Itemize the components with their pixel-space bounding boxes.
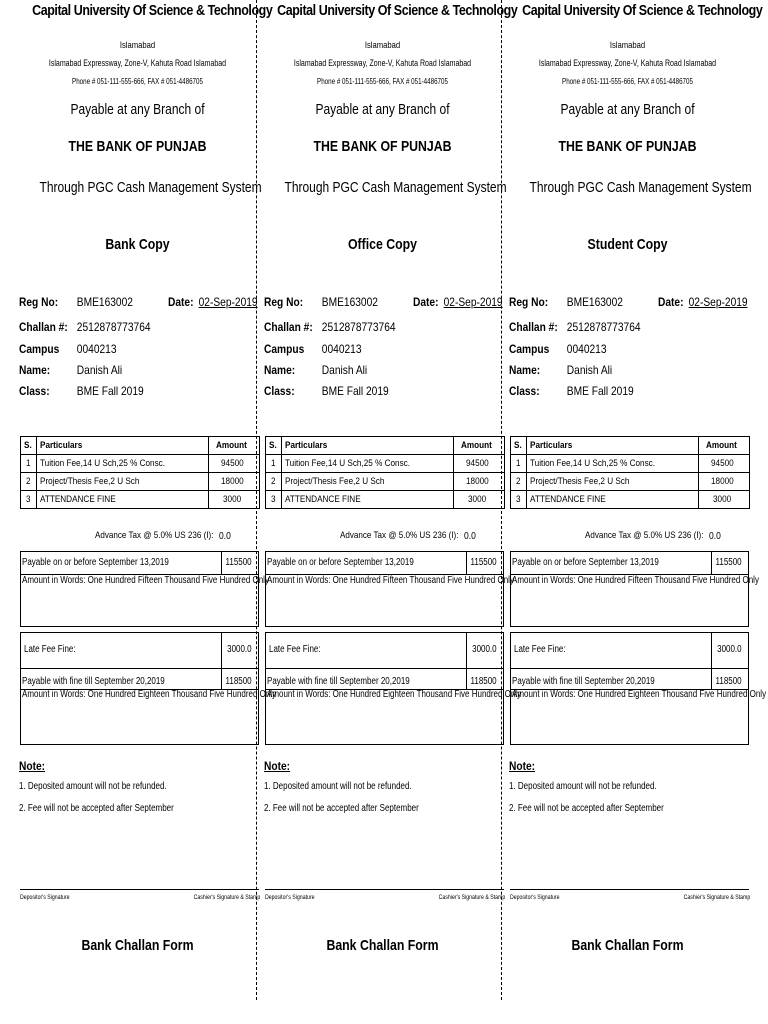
particulars-header: Particulars bbox=[526, 437, 698, 455]
payable-before-value: 115500 bbox=[225, 557, 252, 568]
payable-divider bbox=[711, 552, 712, 574]
challan-label: Challan #: bbox=[264, 320, 313, 334]
amount-words-1: Amount in Words: One Hundred Fifteen Thousand Five Hundred Only bbox=[512, 575, 759, 586]
payable-fine-label: Payable with fine till September 20,2019 bbox=[267, 676, 410, 687]
particular-cell: Project/Thesis Fee,2 U Sch bbox=[281, 473, 453, 491]
amount-cell: 18000 bbox=[699, 473, 750, 491]
name-row bbox=[509, 363, 612, 377]
advance-tax-value: 0.0 bbox=[464, 531, 476, 542]
table-row bbox=[21, 455, 260, 473]
depositor-signature-label: Depositor's Signature bbox=[20, 894, 70, 901]
payable-divider bbox=[466, 552, 467, 574]
particular-cell: Project/Thesis Fee,2 U Sch bbox=[36, 473, 208, 491]
payable-before-label: Payable on or before September 13,2019 bbox=[512, 557, 659, 568]
late-fee-value: 3000.0 bbox=[472, 644, 497, 655]
cash-system: Through PGC Cash Management System bbox=[284, 179, 507, 196]
payable-fine-value: 118500 bbox=[715, 676, 742, 687]
note-2: 2. Fee will not be accepted after September bbox=[19, 803, 174, 814]
signature-line bbox=[265, 889, 504, 890]
phone-fax: Phone # 051-111-555-666, FAX # 051-4486705 bbox=[72, 77, 203, 86]
note-heading: Note: bbox=[19, 759, 46, 773]
sn-cell: 3 bbox=[266, 491, 282, 509]
advance-tax-value: 0.0 bbox=[709, 531, 721, 542]
table-row bbox=[266, 491, 505, 509]
reg-value: BME163002 bbox=[76, 295, 133, 309]
payable-before-label: Payable on or before September 13,2019 bbox=[22, 557, 169, 568]
class-row bbox=[264, 384, 389, 398]
class-row bbox=[509, 384, 634, 398]
date-label: Date: bbox=[168, 295, 194, 309]
amount-cell: 3000 bbox=[699, 491, 750, 509]
sn-header: S. bbox=[21, 437, 37, 455]
table-row bbox=[511, 455, 750, 473]
reg-row bbox=[19, 295, 133, 309]
note-1: 1. Deposited amount will not be refunded. bbox=[509, 781, 657, 792]
payable-fine-value: 118500 bbox=[225, 676, 252, 687]
sn-cell: 2 bbox=[266, 473, 282, 491]
name-label: Name: bbox=[19, 363, 51, 377]
payable-at: Payable at any Branch of bbox=[560, 101, 695, 118]
amount-words-1: Amount in Words: One Hundred Fifteen Thousand Five Hundred Only bbox=[267, 575, 514, 586]
sn-cell: 1 bbox=[21, 455, 37, 473]
advance-tax-value: 0.0 bbox=[219, 531, 231, 542]
campus-value: 0040213 bbox=[321, 342, 362, 356]
particulars-header: Particulars bbox=[281, 437, 453, 455]
class-value: BME Fall 2019 bbox=[321, 384, 389, 398]
table-row bbox=[511, 473, 750, 491]
name-label: Name: bbox=[509, 363, 541, 377]
amount-cell: 18000 bbox=[209, 473, 260, 491]
amount-header: Amount bbox=[699, 437, 750, 455]
late-fee-box bbox=[265, 632, 522, 745]
amount-cell: 94500 bbox=[454, 455, 505, 473]
campus-value: 0040213 bbox=[566, 342, 607, 356]
table-row bbox=[21, 491, 260, 509]
payable-fine-value: 118500 bbox=[470, 676, 497, 687]
late-fee-divider bbox=[221, 633, 222, 689]
name-value: Danish Ali bbox=[76, 363, 123, 377]
university-name: Capital University Of Science & Technology bbox=[32, 3, 273, 19]
note-heading: Note: bbox=[264, 759, 291, 773]
table-row bbox=[21, 473, 260, 491]
late-fee-label: Late Fee Fine: bbox=[514, 644, 566, 655]
fee-table-header bbox=[511, 437, 750, 455]
particular-cell: ATTENDANCE FINE bbox=[36, 491, 208, 509]
amount-words-2: Amount in Words: One Hundred Eighteen Thousand Five Hundred Only bbox=[267, 689, 522, 700]
payable-divider bbox=[221, 552, 222, 574]
reg-value: BME163002 bbox=[321, 295, 378, 309]
university-name: Capital University Of Science & Technology bbox=[522, 3, 763, 19]
phone-fax: Phone # 051-111-555-666, FAX # 051-4486705 bbox=[317, 77, 448, 86]
particular-cell: Tuition Fee,14 U Sch,25 % Consc. bbox=[36, 455, 208, 473]
cashier-signature-label: Cashier's Signature & Stamp bbox=[683, 894, 750, 901]
note-1: 1. Deposited amount will not be refunded. bbox=[264, 781, 412, 792]
payable-box bbox=[20, 551, 269, 627]
copy-title: Bank Copy bbox=[105, 236, 170, 253]
note-1: 1. Deposited amount will not be refunded. bbox=[19, 781, 167, 792]
name-value: Danish Ali bbox=[566, 363, 613, 377]
city: Islamabad bbox=[609, 40, 646, 50]
amount-words-1: Amount in Words: One Hundred Fifteen Thousand Five Hundred Only bbox=[22, 575, 269, 586]
amount-words-2: Amount in Words: One Hundred Eighteen Thousand Five Hundred Only bbox=[512, 689, 767, 700]
campus-label: Campus bbox=[509, 342, 550, 356]
class-label: Class: bbox=[264, 384, 295, 398]
payable-box bbox=[510, 551, 759, 627]
name-label: Name: bbox=[264, 363, 296, 377]
campus-value: 0040213 bbox=[76, 342, 117, 356]
challan-value: 2512878773764 bbox=[566, 320, 641, 334]
class-label: Class: bbox=[509, 384, 540, 398]
sn-cell: 3 bbox=[511, 491, 527, 509]
late-fee-label: Late Fee Fine: bbox=[269, 644, 321, 655]
bank-name: THE BANK OF PUNJAB bbox=[313, 138, 452, 155]
address: Islamabad Expressway, Zone-V, Kahuta Road Islamabad bbox=[538, 58, 717, 68]
particular-cell: Tuition Fee,14 U Sch,25 % Consc. bbox=[281, 455, 453, 473]
fee-table-header bbox=[266, 437, 505, 455]
payable-fine-label: Payable with fine till September 20,2019 bbox=[512, 676, 655, 687]
sn-cell: 3 bbox=[21, 491, 37, 509]
table-row bbox=[511, 491, 750, 509]
campus-row bbox=[509, 342, 607, 356]
name-value: Danish Ali bbox=[321, 363, 368, 377]
phone-fax: Phone # 051-111-555-666, FAX # 051-4486705 bbox=[562, 77, 693, 86]
sn-header: S. bbox=[511, 437, 527, 455]
payable-box bbox=[265, 551, 514, 627]
table-row bbox=[266, 473, 505, 491]
payable-at: Payable at any Branch of bbox=[315, 101, 450, 118]
challan-label: Challan #: bbox=[509, 320, 558, 334]
note-2: 2. Fee will not be accepted after September bbox=[264, 803, 419, 814]
date-value: 02-Sep-2019 bbox=[443, 295, 503, 309]
amount-cell: 94500 bbox=[699, 455, 750, 473]
fee-table bbox=[510, 436, 750, 509]
form-title: Bank Challan Form bbox=[571, 937, 684, 954]
particular-cell: ATTENDANCE FINE bbox=[526, 491, 698, 509]
challan-row bbox=[509, 320, 641, 334]
city: Islamabad bbox=[119, 40, 156, 50]
challan-copy-3 bbox=[505, 0, 767, 1024]
form-title: Bank Challan Form bbox=[81, 937, 194, 954]
signature-line bbox=[510, 889, 749, 890]
campus-label: Campus bbox=[264, 342, 305, 356]
copy-title: Student Copy bbox=[587, 236, 668, 253]
late-fee-box bbox=[20, 632, 277, 745]
depositor-signature-label: Depositor's Signature bbox=[510, 894, 560, 901]
particular-cell: Project/Thesis Fee,2 U Sch bbox=[526, 473, 698, 491]
class-value: BME Fall 2019 bbox=[566, 384, 634, 398]
campus-label: Campus bbox=[19, 342, 60, 356]
depositor-signature-label: Depositor's Signature bbox=[265, 894, 315, 901]
date-row bbox=[658, 295, 748, 309]
late-fee-separator bbox=[21, 668, 258, 669]
class-value: BME Fall 2019 bbox=[76, 384, 144, 398]
date-value: 02-Sep-2019 bbox=[688, 295, 748, 309]
particular-cell: Tuition Fee,14 U Sch,25 % Consc. bbox=[526, 455, 698, 473]
sn-cell: 1 bbox=[511, 455, 527, 473]
sn-header: S. bbox=[266, 437, 282, 455]
name-row bbox=[264, 363, 367, 377]
advance-tax-label: Advance Tax @ 5.0% US 236 (I): bbox=[95, 530, 214, 541]
reg-label: Reg No: bbox=[509, 295, 549, 309]
late-fee-value: 3000.0 bbox=[717, 644, 742, 655]
particular-cell: ATTENDANCE FINE bbox=[281, 491, 453, 509]
payable-before-label: Payable on or before September 13,2019 bbox=[267, 557, 414, 568]
address: Islamabad Expressway, Zone-V, Kahuta Road Islamabad bbox=[293, 58, 472, 68]
challan-value: 2512878773764 bbox=[76, 320, 151, 334]
sn-cell: 2 bbox=[21, 473, 37, 491]
reg-label: Reg No: bbox=[19, 295, 59, 309]
copy-title: Office Copy bbox=[347, 236, 418, 253]
payable-at: Payable at any Branch of bbox=[70, 101, 205, 118]
late-fee-separator bbox=[266, 668, 503, 669]
challan-label: Challan #: bbox=[19, 320, 68, 334]
amount-words-2: Amount in Words: One Hundred Eighteen Thousand Five Hundred Only bbox=[22, 689, 277, 700]
campus-row bbox=[19, 342, 117, 356]
advance-tax-label: Advance Tax @ 5.0% US 236 (I): bbox=[340, 530, 459, 541]
amount-cell: 3000 bbox=[209, 491, 260, 509]
payable-before-value: 115500 bbox=[715, 557, 742, 568]
late-fee-divider bbox=[466, 633, 467, 689]
late-fee-box bbox=[510, 632, 767, 745]
note-2: 2. Fee will not be accepted after September bbox=[509, 803, 664, 814]
payable-fine-label: Payable with fine till September 20,2019 bbox=[22, 676, 165, 687]
class-row bbox=[19, 384, 144, 398]
fee-table-header bbox=[21, 437, 260, 455]
challan-copy-1 bbox=[15, 0, 277, 1024]
date-label: Date: bbox=[658, 295, 684, 309]
cashier-signature-label: Cashier's Signature & Stamp bbox=[193, 894, 260, 901]
class-label: Class: bbox=[19, 384, 50, 398]
sn-cell: 2 bbox=[511, 473, 527, 491]
table-row bbox=[266, 455, 505, 473]
signature-line bbox=[20, 889, 259, 890]
fee-table bbox=[20, 436, 260, 509]
address: Islamabad Expressway, Zone-V, Kahuta Road Islamabad bbox=[48, 58, 227, 68]
amount-cell: 18000 bbox=[454, 473, 505, 491]
amount-cell: 3000 bbox=[454, 491, 505, 509]
payable-before-value: 115500 bbox=[470, 557, 497, 568]
challan-copy-2 bbox=[260, 0, 522, 1024]
late-fee-value: 3000.0 bbox=[227, 644, 252, 655]
cash-system: Through PGC Cash Management System bbox=[529, 179, 752, 196]
reg-row bbox=[509, 295, 623, 309]
challan-row bbox=[19, 320, 151, 334]
cash-system: Through PGC Cash Management System bbox=[39, 179, 262, 196]
note-heading: Note: bbox=[509, 759, 536, 773]
amount-header: Amount bbox=[209, 437, 260, 455]
late-fee-separator bbox=[511, 668, 748, 669]
late-fee-divider bbox=[711, 633, 712, 689]
fee-table bbox=[265, 436, 505, 509]
date-label: Date: bbox=[413, 295, 439, 309]
amount-header: Amount bbox=[454, 437, 505, 455]
bank-name: THE BANK OF PUNJAB bbox=[558, 138, 697, 155]
cashier-signature-label: Cashier's Signature & Stamp bbox=[438, 894, 505, 901]
challan-value: 2512878773764 bbox=[321, 320, 396, 334]
form-title: Bank Challan Form bbox=[326, 937, 439, 954]
sn-cell: 1 bbox=[266, 455, 282, 473]
campus-row bbox=[264, 342, 362, 356]
particulars-header: Particulars bbox=[36, 437, 208, 455]
advance-tax-label: Advance Tax @ 5.0% US 236 (I): bbox=[585, 530, 704, 541]
challan-row bbox=[264, 320, 396, 334]
reg-row bbox=[264, 295, 378, 309]
university-name: Capital University Of Science & Technology bbox=[277, 3, 518, 19]
amount-cell: 94500 bbox=[209, 455, 260, 473]
city: Islamabad bbox=[364, 40, 401, 50]
reg-label: Reg No: bbox=[264, 295, 304, 309]
bank-name: THE BANK OF PUNJAB bbox=[68, 138, 207, 155]
name-row bbox=[19, 363, 122, 377]
date-row bbox=[413, 295, 503, 309]
date-row bbox=[168, 295, 258, 309]
reg-value: BME163002 bbox=[566, 295, 623, 309]
late-fee-label: Late Fee Fine: bbox=[24, 644, 76, 655]
date-value: 02-Sep-2019 bbox=[198, 295, 258, 309]
